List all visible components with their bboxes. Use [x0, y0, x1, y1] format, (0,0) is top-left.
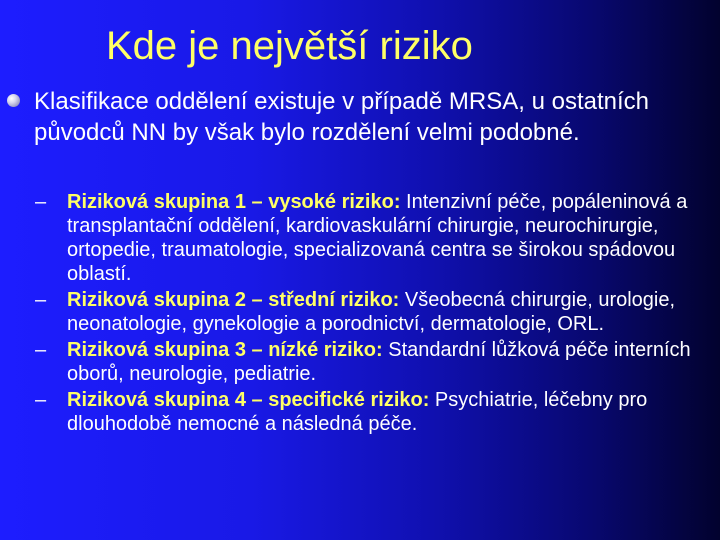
dash-bullet: – [35, 191, 47, 213]
risk-group-heading: Riziková skupina 2 – střední riziko: [67, 289, 400, 311]
risk-group-heading: Riziková skupina 4 – specifické riziko: [67, 389, 430, 411]
risk-group-item-3 [35, 338, 720, 386]
risk-group-description: Intenzivní péče, popáleninová a transplantační oddělení, kardiovaskulární chirurgie, neurochirurgie, ortopedie, traumatologie, specializovaná centra se širokou spádovou oblastí. [67, 191, 688, 285]
risk-group-description: Psychiatrie, léčebny pro dlouhodobě nemocné a následná péče. [67, 389, 648, 435]
risk-group-description: Standardní lůžková péče interních oborů, neurologie, pediatrie. [67, 339, 691, 385]
slide-title: Kde je největší riziko [106, 24, 473, 68]
dash-bullet: – [35, 339, 47, 361]
disc-bullet-icon [7, 94, 20, 107]
dash-bullet: – [35, 289, 47, 311]
risk-group-heading: Riziková skupina 3 – nízké riziko: [67, 339, 383, 361]
risk-group-item-2 [35, 288, 720, 336]
risk-group-item-4 [35, 388, 720, 436]
risk-group-list [35, 190, 720, 438]
risk-group-description: Všeobecná chirurgie, urologie, neonatologie, gynekologie a porodnictví, dermatologie, ORL. [67, 289, 676, 335]
dash-bullet: – [35, 389, 47, 411]
risk-group-item-1 [35, 190, 720, 286]
risk-group-heading: Riziková skupina 1 – vysoké riziko: [67, 191, 401, 213]
main-bullet-text: Klasifikace oddělení existuje v případě MRSA, u ostatních původců NN by však bylo rozdělení velmi podobné. [34, 88, 649, 146]
